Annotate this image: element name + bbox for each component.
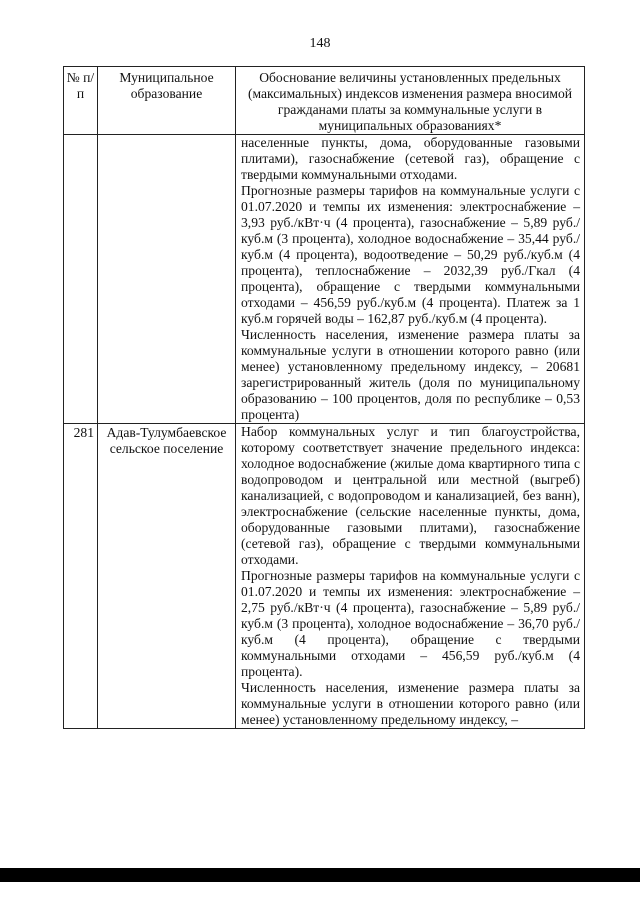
- table-header-row: [64, 67, 585, 135]
- table-row: [64, 135, 585, 424]
- justification-paragraph: Численность населения, изменение размера платы за коммунальные услуги в отношении которого равно (или менее) установленному предельному индексу, – 20681 зарегистрированный житель (доля по муниципальному образованию – 100 процентов, доля по республике – 0,53 процента): [241, 327, 580, 422]
- municipal-index-table: [63, 66, 585, 729]
- justification-paragraph: Набор коммунальных услуг и тип благоустройства, которому соответствует значение предельного индекса: холодное водоснабжение (жилые дома квартирного типа с водопроводом и центральной или местной (выгреб) канализацией, с водопроводом и канализацией, без ванн), электроснабжение (сельские населенные пункты, дома, оборудованные газовыми плитами), газоснабжение (сетевой газ), обращение с твердыми коммунальными отходами.: [241, 424, 580, 567]
- justification-paragraph: Прогнозные размеры тарифов на коммунальные услуги с 01.07.2020 и темпы их изменения: электроснабжение – 2,75 руб./кВт·ч (4 процента), газоснабжение – 5,89 руб./куб.м (3 процента), холодное водоснабжение – 36,70 руб./куб.м (4 процента), обращение с твердыми коммунальными отходами – 456,59 руб./куб.м (4 процента).: [241, 568, 580, 679]
- header-number: № п/п: [64, 67, 98, 135]
- page-number: 148: [309, 36, 331, 51]
- row-municipality: [98, 135, 236, 424]
- justification-paragraph: Численность населения, изменение размера платы за коммунальные услуги в отношении которого равно (или менее) установленному предельному индексу, –: [241, 680, 580, 727]
- row-municipality: Адав-Тулумбаевское сельское поселение: [98, 424, 236, 729]
- row-number: [64, 135, 98, 424]
- header-municipality: Муниципальное образование: [98, 67, 236, 135]
- header-justification: Обоснование величины установленных предельных (максимальных) индексов изменения размера вносимой гражданами платы за коммунальные услуги в муниципальных образованиях*: [236, 67, 585, 135]
- table-row: [64, 424, 585, 729]
- row-justification: [236, 135, 585, 424]
- justification-paragraph: Прогнозные размеры тарифов на коммунальные услуги с 01.07.2020 и темпы их изменения: электроснабжение – 3,93 руб./кВт·ч (4 процента), газоснабжение – 5,89 руб./куб.м (3 процента), холодное водоснабжение – 35,44 руб./куб.м (4 процента), водоотведение – 50,29 руб./куб.м (4 процента), теплоснабжение – 2032,39 руб./Гкал (4 процента), обращение с твердыми коммунальными отходами – 456,59 руб./куб.м (4 процента). Платеж за 1 куб.м горячей воды – 162,87 руб./куб.м (4 процента).: [241, 183, 580, 326]
- scan-edge-bar: [0, 868, 640, 882]
- row-number: 281: [64, 424, 98, 729]
- row-justification: [236, 424, 585, 729]
- justification-paragraph: населенные пункты, дома, оборудованные газовыми плитами), газоснабжение (сетевой газ), обращение с твердыми коммунальными отходами.: [241, 135, 580, 182]
